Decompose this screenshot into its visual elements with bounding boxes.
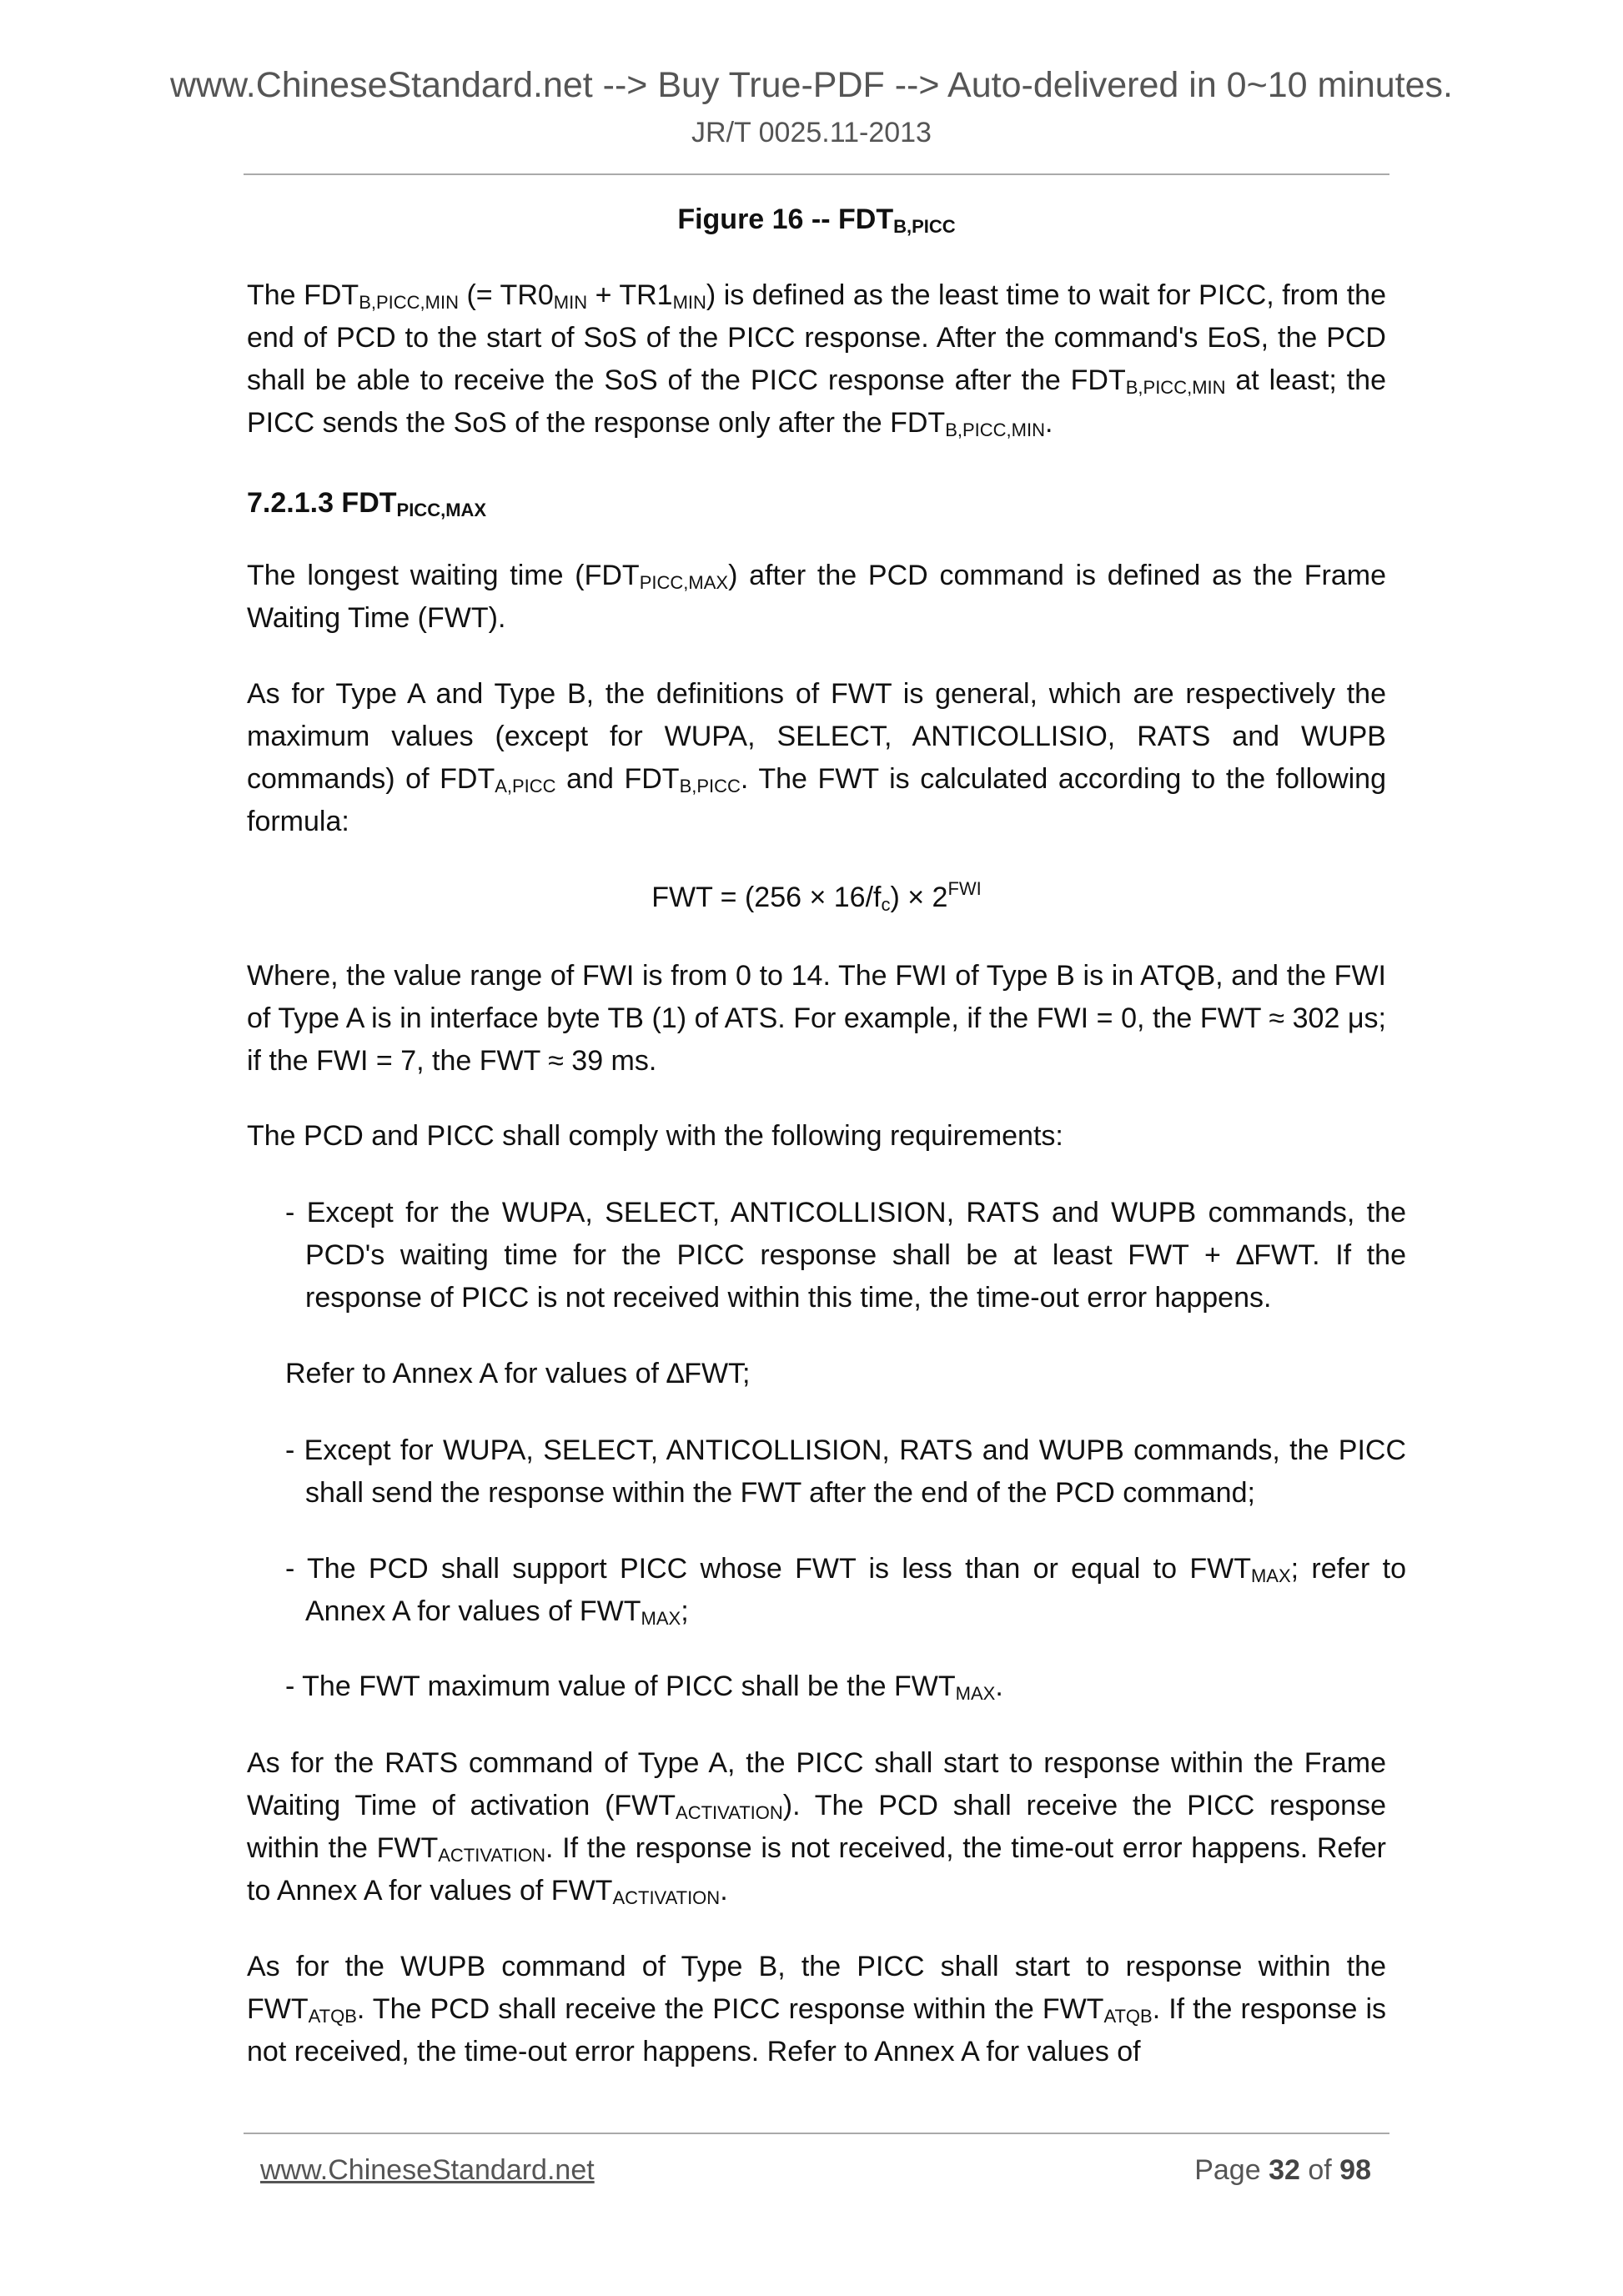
text-run: - The FWT maximum value of PICC shall be the FWT	[285, 1671, 956, 1702]
text-run: Figure 16 -- FDT	[677, 203, 894, 235]
list-item	[285, 1192, 1406, 1319]
text-run: . The PCD shall receive the PICC response within the FWT	[356, 1993, 1104, 2025]
list-item	[285, 1665, 1406, 1708]
text-run: . The FWT is calculated according to the following formula:	[247, 763, 1386, 837]
text-run: The FDT	[247, 279, 359, 311]
list-item	[285, 1548, 1406, 1633]
text-run: MAX	[641, 1608, 681, 1629]
text-run: B,PICC	[893, 216, 956, 237]
text-run: and FDT	[555, 763, 680, 795]
text-run: PICC,MAX	[639, 572, 729, 593]
text-run: ). The PCD shall receive the PICC response within the FWT	[247, 1790, 1387, 1864]
page-current: 32	[1269, 2154, 1300, 2186]
text-run: MIN	[553, 292, 588, 313]
text-run: ACTIVATION	[676, 1802, 783, 1823]
text-run: B,PICC	[679, 776, 741, 796]
text-run: As for the RATS command of Type A, the PICC shall start to response within the Frame Waiting Time of activation (FWT	[247, 1747, 1386, 1821]
text-run: - The PCD shall support PICC whose FWT is less than or equal to FWT	[285, 1553, 1251, 1585]
text-run: ) is defined as the least time to wait for PICC, from the end of PCD to the start of SoS of the PICC response. After the command's EoS, the PCD shall be able to receive the SoS of the PICC response after the FDT	[247, 279, 1387, 396]
paragraph	[247, 1742, 1386, 1912]
text-run: B,PICC,MIN	[945, 420, 1045, 440]
figure-caption	[247, 198, 1386, 241]
text-run: 7.2.1.3 FDT	[247, 487, 397, 519]
text-run: . If the response is not received, the time-out error happens. Refer to Annex A for values of FWT	[247, 1832, 1386, 1907]
text-run: ;	[681, 1595, 689, 1627]
page-total: 98	[1339, 2154, 1371, 2186]
paragraph	[247, 1946, 1386, 2073]
text-run: FWT = (256 × 16/f	[651, 882, 882, 913]
text-run: MAX	[1250, 1565, 1291, 1586]
footer-site-link[interactable]: www.ChineseStandard.net	[260, 2154, 595, 2186]
text-run: The longest waiting time (FDT	[247, 560, 640, 591]
text-run: ATQB	[1103, 2006, 1153, 2027]
text-run: .	[1045, 407, 1053, 439]
text-run: MAX	[955, 1683, 996, 1704]
standard-id: JR/T 0025.11-2013	[691, 117, 932, 148]
text-run: ACTIVATION	[438, 1845, 545, 1866]
text-run: (= TR0	[458, 279, 554, 311]
text-run: + TR1	[587, 279, 673, 311]
text-run: ACTIVATION	[612, 1887, 721, 1908]
section-heading	[247, 482, 1386, 525]
text-run: ) × 2	[890, 882, 948, 913]
text-run: As for Type A and Type B, the definitions of FWT is general, which are respectively the maximum values (except for WUPA, SELECT, ANTICOLLISIO, RATS and WUPB commands) of FDT	[247, 678, 1386, 795]
text-run: Where, the value range of FWI is from 0 to 14. The FWI of Type B is in ATQB, and the FWI of Type A is in interface byte TB (1) of ATS. For example, if the FWI = 0, the FWT ≈ 302 μs; if the FWI = 7, the FWT ≈ 39 ms.	[247, 960, 1386, 1077]
text-run: B,PICC,MIN	[359, 292, 459, 313]
text-run: c	[881, 894, 891, 915]
text-run: The PCD and PICC shall comply with the following requirements:	[247, 1120, 1063, 1152]
text-run: at least; the PICC sends the SoS of the response only after the FDT	[247, 364, 1386, 439]
text-run: ; refer to Annex A for values of FWT	[305, 1553, 1406, 1627]
formula	[247, 877, 1386, 919]
text-run: - Except for the WUPA, SELECT, ANTICOLLISION, RATS and WUPB commands, the PCD's waiting time for the PICC response shall be at least FWT + ∆FWT. If the response of PICC is not received within this time, the time-out error happens.	[285, 1197, 1406, 1314]
text-run: PICC,MAX	[396, 500, 487, 520]
list-item	[285, 1429, 1406, 1515]
text-run: . If the response is not received, the time-out error happens. Refer to Annex A for values of	[247, 1993, 1386, 2067]
text-run: FWI	[947, 878, 982, 899]
text-run: - Except for WUPA, SELECT, ANTICOLLISION, RATS and WUPB commands, the PICC shall send the response within the FWT after the end of the PCD command;	[285, 1434, 1406, 1509]
footer-divider	[244, 2133, 1389, 2134]
page-number	[1194, 2154, 1371, 2187]
header-banner: www.ChineseStandard.net --> Buy True-PDF --> Auto-delivered in 0~10 minutes.	[169, 65, 1453, 105]
text-run: B,PICC,MIN	[1125, 377, 1226, 398]
text-run: As for the WUPB command of Type B, the PICC shall start to response within the FWT	[247, 1951, 1386, 2025]
text-run: ) after the PCD command is defined as the Frame Waiting Time (FWT).	[247, 560, 1386, 634]
paragraph	[247, 955, 1386, 1083]
paragraph	[247, 555, 1386, 640]
paragraph	[247, 673, 1386, 843]
note-text	[285, 1353, 1386, 1395]
text-run: ATQB	[308, 2006, 357, 2027]
text-run: A,PICC	[495, 776, 556, 796]
paragraph	[247, 1115, 1386, 1158]
page-of: of	[1308, 2154, 1332, 2186]
paragraph	[247, 274, 1386, 445]
text-run: .	[720, 1875, 728, 1907]
page-prefix: Page	[1194, 2154, 1261, 2186]
text-run: MIN	[672, 292, 706, 313]
header-divider	[244, 173, 1389, 175]
text-run: Refer to Annex A for values of ∆FWT;	[285, 1358, 751, 1389]
text-run: .	[995, 1671, 1003, 1702]
